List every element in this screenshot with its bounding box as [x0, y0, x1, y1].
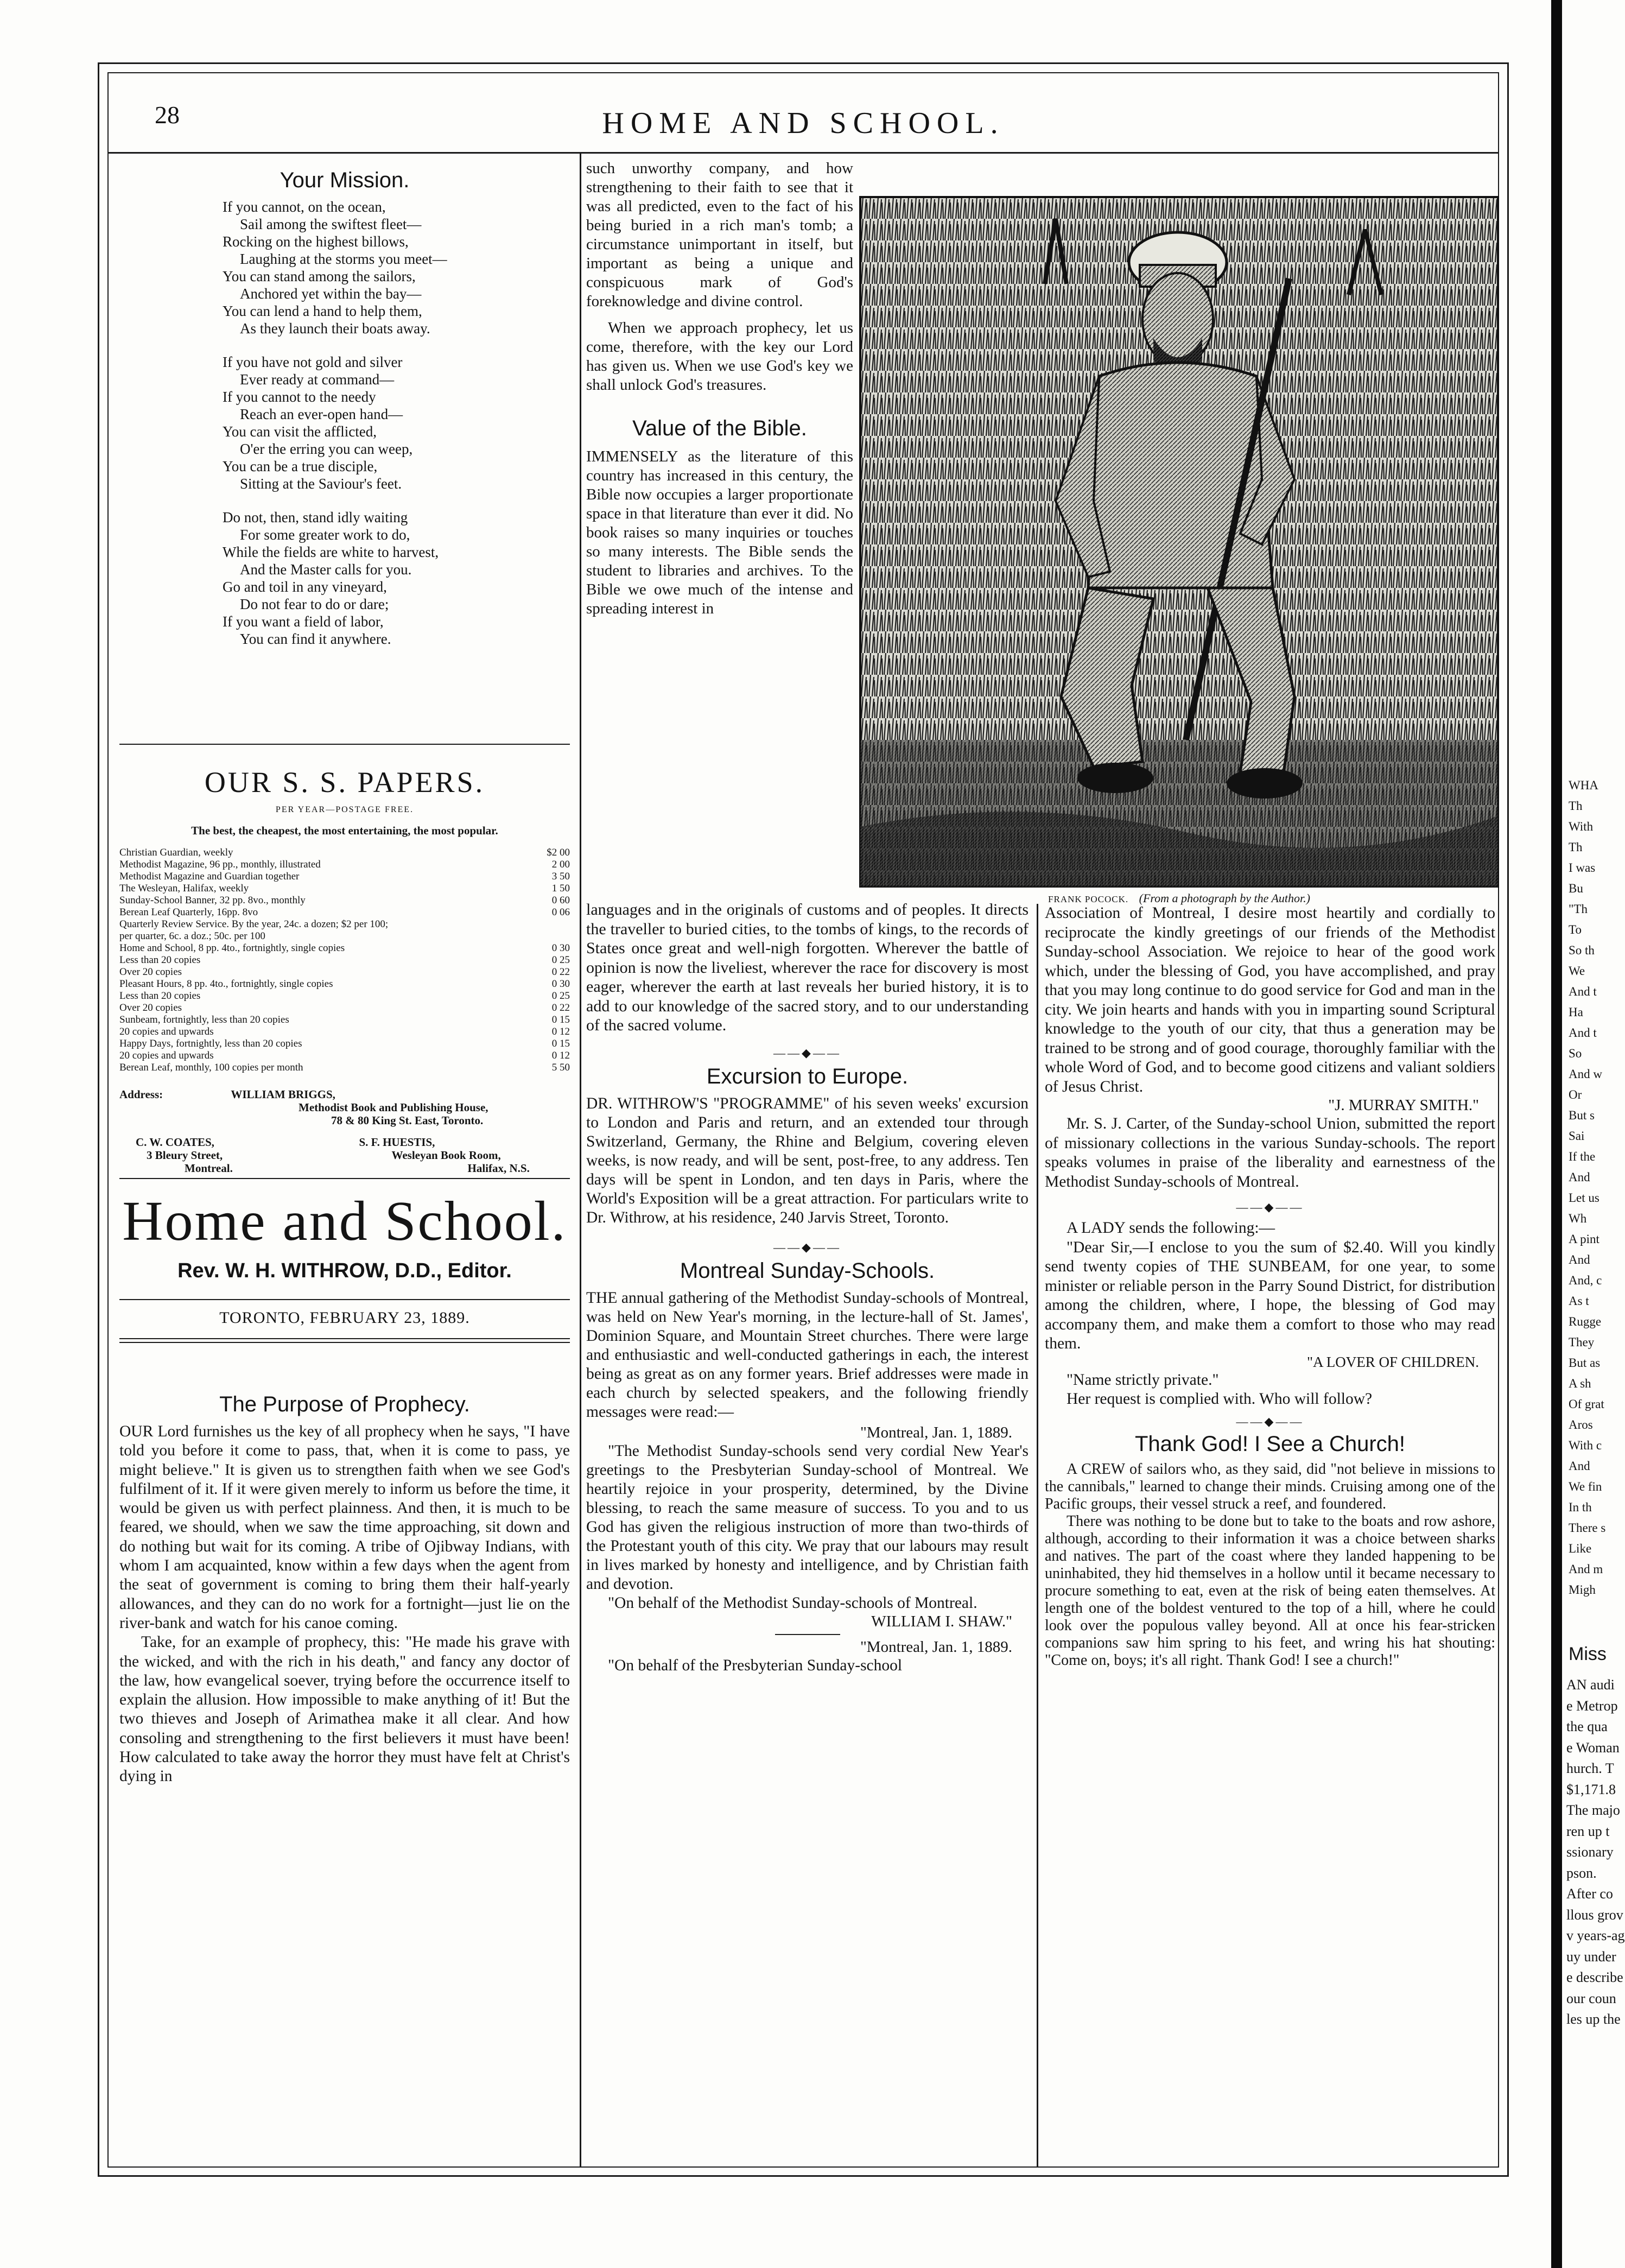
price-item-name: Christian Guardian, weekly	[119, 847, 233, 858]
price-row	[119, 1014, 570, 1026]
edge-line: e describe	[1566, 1969, 1623, 1985]
price-item-price: 0 15	[551, 1038, 570, 1049]
price-item-price: 0 15	[551, 1014, 570, 1025]
edge-line: WHA	[1569, 778, 1598, 792]
price-item-name: Methodist Magazine and Guardian together	[119, 871, 300, 882]
price-list	[119, 847, 570, 1074]
poem-line: And the Master calls for you.	[240, 561, 412, 578]
section-rule	[119, 1178, 570, 1179]
price-item-name: Over 20 copies	[119, 966, 182, 978]
agent-line: Wesleyan Book Room,	[391, 1149, 501, 1162]
edge-line: To	[1569, 923, 1582, 936]
signature: WILLIAM I. SHAW."	[871, 1612, 1012, 1630]
price-row	[119, 978, 570, 990]
price-item-name: Pleasant Hours, 8 pp. 4to., fortnightly, single copies	[119, 978, 333, 990]
price-item-name: Sunbeam, fortnightly, less than 20 copies	[119, 1014, 289, 1025]
poem-line: You can visit the afflicted,	[223, 423, 377, 440]
lady-paragraph: "Name strictly private."	[1067, 1371, 1219, 1389]
poem-line: Do not fear to do or dare;	[240, 596, 389, 612]
letter-date: "Montreal, Jan. 1, 1889.	[860, 1638, 1012, 1656]
issue-date: TORONTO, FEBRUARY 23, 1889.	[219, 1309, 470, 1327]
edge-line: Aros	[1569, 1418, 1593, 1431]
page-number: 28	[155, 101, 180, 129]
edge-line: After co	[1566, 1886, 1613, 1902]
agent-montreal	[119, 1136, 327, 1175]
price-row	[119, 1002, 570, 1014]
montreal-paragraph: "The Methodist Sunday-schools send very cordial New Year's greetings to the Presbyterian Sunday-school of Montreal. We heartily rejoice in your prosperity, determined, by the Divine blessing, to reach the same measure of success. To you and to us God has given the religious instruction of more than two-thirds of the Protestant youth of this city. We pray that our labours may result in lives marked by honesty and intelligence, and by Christian faith and devotion.	[586, 1442, 1029, 1593]
ornament-divider: ——◆——	[1236, 1200, 1304, 1214]
edge-line: And	[1569, 1253, 1590, 1266]
edge-heading: Miss	[1569, 1644, 1607, 1664]
purpose-paragraph: Take, for an example of prophecy, this: "He made his grave with the wicked, and with the rich in his death," and fancy any doctor of the law, how evangelical soever, trying before the occurrence itself to explain the allusion. How impossible to make anything of it! But the two thieves and Joseph of Arimathea make it all clear. And how consoling and strengthening to the first believers it must have been! How calculated to take away the horror they must have felt at Christ's dying in	[119, 1633, 570, 1785]
price-item-price: 0 12	[551, 1026, 570, 1037]
rule	[119, 1342, 570, 1343]
edge-line: They	[1569, 1335, 1595, 1349]
price-item-name: per quarter, 6c. a doz.; 50c. per 100	[119, 930, 265, 942]
price-item-price: 0 30	[551, 942, 570, 954]
edge-line: If the	[1569, 1150, 1596, 1163]
price-row	[119, 883, 570, 895]
lady-paragraph: "Dear Sir,—I enclose to you the sum of $2.40. Will you kindly send twenty copies of THE SUNBEAM, for one year, to some minister or reliable person in the Parry Sound District, for distribution among the children, where, I hope, the blessing of God may accompany them, and make them a comfort to those who may read them.	[1045, 1238, 1495, 1352]
montreal-title: Montreal Sunday-Schools.	[680, 1258, 935, 1283]
price-row	[119, 990, 570, 1002]
price-row	[119, 847, 570, 859]
edge-line: Let us	[1569, 1191, 1599, 1205]
poem-line: You can find it anywhere.	[240, 631, 391, 647]
ss-papers-title: OUR S. S. PAPERS.	[204, 766, 485, 799]
edge-line: With	[1569, 820, 1594, 833]
price-item-name: Berean Leaf, monthly, 100 copies per month	[119, 1062, 303, 1073]
edge-line: We fin	[1569, 1480, 1602, 1493]
paper-title: Home and School.	[122, 1190, 567, 1252]
excursion-title: Excursion to Europe.	[706, 1064, 909, 1088]
edge-line: But s	[1569, 1108, 1595, 1122]
price-item-price: 0 22	[551, 966, 570, 978]
rule	[119, 1299, 570, 1300]
address-label: Address:	[119, 1088, 163, 1101]
address-line-1: Methodist Book and Publishing House,	[299, 1101, 488, 1114]
price-item-name: Quarterly Review Service. By the year, 24c. a dozen; $2 per 100;	[119, 918, 389, 930]
column-divider-2	[1037, 904, 1038, 2168]
agent-line: Halifax, N.S.	[467, 1162, 530, 1175]
poem-line: You can stand among the sailors,	[223, 268, 416, 284]
edge-line: the qua	[1566, 1719, 1608, 1734]
caption-name: FRANK POCOCK.	[1048, 894, 1129, 904]
edge-line: And	[1569, 1459, 1590, 1473]
price-item-price: 0 12	[551, 1050, 570, 1061]
price-item-name: Methodist Magazine, 96 pp., monthly, illustrated	[119, 859, 321, 870]
price-item-price: 0 60	[551, 895, 570, 906]
ss-papers-subtitle: PER YEAR—POSTAGE FREE.	[275, 805, 414, 814]
edge-line: So th	[1569, 943, 1595, 957]
edge-line: And t	[1569, 985, 1597, 998]
price-item-price: 3 50	[551, 871, 570, 882]
edge-line: ren up t	[1566, 1823, 1610, 1839]
edge-line: e Woman	[1566, 1739, 1620, 1756]
price-row	[119, 1062, 570, 1074]
edge-line: our coun	[1566, 1990, 1616, 2006]
value-bible-paragraph: IMMENSELY as the literature of this country has increased in this century, the Bible now occupies a larger proportionate space in that literature than ever it did. No book raises so many inquiries or touches so many interests. The Bible sends the student to libraries and archives. To the Bible we owe much of the intense and spreading interest in	[586, 448, 853, 617]
price-row	[119, 907, 570, 918]
price-item-name: Sunday-School Banner, 32 pp. 8vo., monthly	[119, 895, 306, 906]
price-row	[119, 1050, 570, 1062]
montreal-paragraph: "On behalf of the Methodist Sunday-schools of Montreal.	[608, 1594, 977, 1612]
montreal-paragraph: Association of Montreal, I desire most heartily and cordially to reciprocate the kindly greetings of our friends of the Methodist Sunday-school Association. We rejoice to hear of the good work which, under the blessing of God, you have accomplished, and pray that you may long continue to do good service for God and man in the city. We join hearts and hands with you in imparting sound Scriptural knowledge to the youth of our city, that thus a generation may be trained to be strong and of good courage, thoroughly familiar with the whole Word of God, and to become good citizens and valiant soldiers of Jesus Christ.	[1045, 904, 1495, 1095]
edge-line: As t	[1569, 1294, 1589, 1308]
excursion-paragraph: DR. WITHROW'S "PROGRAMME" of his seven weeks' excursion to London and Paris and return, and an extended tour through Switzerland, Germany, the Rhine and Belgium, covering eleven weeks, is now ready, and will be sent, post-free, to any address. Ten days will be spent in London, and ten days in Paris, where the World's Exposition will be a great attraction. For particulars write to Dr. Withrow, at his residence, 240 Jarvis Street, Toronto.	[586, 1094, 1029, 1226]
edge-line: les up the	[1566, 2011, 1621, 2027]
edge-line: The majo	[1566, 1802, 1620, 1818]
edge-line: I was	[1569, 861, 1596, 875]
poem-line: You can be a true disciple,	[223, 458, 378, 474]
montreal-paragraph: "On behalf of the Presbyterian Sunday-school	[608, 1656, 903, 1674]
edge-line: uy under	[1566, 1948, 1616, 1965]
edge-line: And t	[1569, 1026, 1597, 1040]
agents	[119, 1136, 570, 1175]
ornament-divider: ——◆——	[1236, 1414, 1304, 1428]
edge-line: e Metrop	[1566, 1697, 1618, 1714]
edge-line: Th	[1569, 799, 1583, 813]
edge-line: v years-ag	[1566, 1928, 1625, 1943]
lady-paragraph: A LADY sends the following:—	[1067, 1219, 1275, 1237]
price-row	[119, 930, 570, 942]
agent-line: C. W. COATES,	[136, 1136, 214, 1149]
edge-line: Bu	[1569, 882, 1583, 895]
price-item-price: $2 00	[547, 847, 570, 858]
edge-line: $1,171.8	[1566, 1781, 1616, 1797]
price-item-name: 20 copies and upwards	[119, 1050, 214, 1061]
edge-line: And, c	[1569, 1274, 1602, 1287]
edge-line: So	[1569, 1047, 1582, 1060]
edge-line: And m	[1569, 1562, 1603, 1576]
address-block	[119, 1088, 570, 1101]
price-row	[119, 859, 570, 871]
poem-line: Ever ready at command—	[240, 371, 395, 388]
ornament-divider: ——◆——	[773, 1240, 841, 1254]
poem-line: If you want a field of labor,	[223, 613, 384, 630]
thank-god-title: Thank God! I See a Church!	[1134, 1431, 1406, 1456]
edge-line: And w	[1569, 1067, 1602, 1081]
poem-line: If you cannot, on the ocean,	[223, 199, 386, 215]
your-mission-title: Your Mission.	[280, 168, 410, 192]
poem-line: O'er the erring you can weep,	[240, 441, 413, 457]
poem-line: Rocking on the highest billows,	[223, 233, 409, 250]
edge-line: ssionary	[1566, 1844, 1614, 1860]
edge-line: And	[1569, 1170, 1590, 1184]
edge-line: There s	[1569, 1521, 1606, 1535]
edge-line: Of grat	[1569, 1397, 1604, 1411]
edge-line: pson.	[1566, 1865, 1597, 1881]
poem-line: For some greater work to do,	[240, 527, 410, 543]
ss-papers-ad	[119, 765, 570, 1175]
poem-line: Reach an ever-open hand—	[240, 406, 403, 422]
price-row	[119, 1026, 570, 1038]
price-item-price: 0 25	[551, 954, 570, 966]
purpose-paragraph: When we approach prophecy, let us come, therefore, with the key our Lord has given us. When we use God's key we shall unlock God's treasures.	[586, 319, 853, 394]
price-row	[119, 966, 570, 978]
price-item-name: Happy Days, fortnightly, less than 20 copies	[119, 1038, 302, 1049]
edge-line: Ha	[1569, 1005, 1583, 1019]
caption-note: (From a photograph by the Author.)	[1139, 891, 1310, 905]
edge-line: Th	[1569, 840, 1583, 854]
edge-line: In th	[1569, 1500, 1592, 1514]
edge-line: Rugge	[1569, 1315, 1602, 1328]
frank-pocock-illustration	[860, 197, 1498, 886]
section-rule	[119, 744, 570, 745]
signature: "J. MURRAY SMITH."	[1328, 1097, 1479, 1114]
agent-line: Montreal.	[185, 1162, 233, 1175]
price-item-name: Berean Leaf Quarterly, 16pp. 8vo	[119, 907, 258, 918]
price-item-price: 0 22	[551, 1002, 570, 1013]
price-item-price: 2 00	[551, 859, 570, 870]
montreal-paragraph: THE annual gathering of the Methodist Sunday-schools of Montreal, was held on New Year's morning, in the lecture-hall of St. James', Dominion Square, and Mountain Street churches. There were large and enthusiastic and well-conducted gatherings in each, the interest being as great as on any former years. Brief addresses were made in each church by selected speakers, and the following friendly messages were read:—	[586, 1289, 1029, 1421]
price-row	[119, 954, 570, 966]
price-item-price: 5 50	[551, 1062, 570, 1073]
column-1	[119, 168, 570, 648]
poem-line: Do not, then, stand idly waiting	[223, 509, 408, 525]
edge-line: Or	[1569, 1088, 1582, 1101]
edge-line: With c	[1569, 1439, 1602, 1452]
price-item-name: The Wesleyan, Halifax, weekly	[119, 883, 249, 894]
agent-line: S. F. HUESTIS,	[359, 1136, 435, 1149]
edge-line: AN audi	[1566, 1677, 1615, 1693]
edge-line: Migh	[1569, 1583, 1596, 1597]
thank-god-paragraph: A CREW of sailors who, as they said, did "not believe in missions to the cannibals," learned to change their minds. Cruising among one of the Pacific groups, their vessel struck a reef, and foundered.	[1045, 1460, 1495, 1512]
signature: "A LOVER OF CHILDREN.	[1306, 1353, 1479, 1370]
price-row	[119, 895, 570, 907]
price-item-name: Less than 20 copies	[119, 990, 201, 1002]
price-item-name: Less than 20 copies	[119, 954, 201, 966]
price-item-price: 1 50	[551, 883, 570, 894]
address-line-2: 78 & 80 King St. East, Toronto.	[331, 1114, 484, 1127]
poem-line: Sail among the swiftest fleet—	[240, 216, 422, 232]
edge-line: Like	[1569, 1542, 1592, 1555]
purpose-title: The Purpose of Prophecy.	[219, 1392, 470, 1416]
purpose-article	[119, 1392, 570, 1786]
montreal-paragraph: Mr. S. J. Carter, of the Sunday-school Union, submitted the report of missionary collections in the various Sunday-schools. The report speaks volumes in praise of the liberality and earnestness of the Methodist Sunday-schools of Montreal.	[1045, 1115, 1495, 1190]
edge-line: We	[1569, 964, 1585, 978]
poem-line: You can lend a hand to help them,	[223, 303, 422, 319]
purpose-paragraph: OUR Lord furnishes us the key of all prophecy when he says, "I have told you before it come to pass, that, when it is come to pass, ye might believe." It is given us to strengthen faith when we see God's fulfilment of it. If it were given merely to inform us before the time, it would be given us with perfect plainness. And then, it is much to be feared, we should, when we saw the time approaching, sit down and do nothing but wait for its coming. A tribe of Ojibway Indians, with whom I am acquainted, know within a few days when the agent from the seat of government is coming to bring them their half-yearly allowances, and they can do no work for a fortnight—just lie on the river-bank and watch for his canoe coming.	[119, 1423, 570, 1632]
edge-text-upper	[1569, 775, 1605, 1600]
lady-paragraph: Her request is complied with. Who will follow?	[1067, 1390, 1373, 1408]
edge-line: "Th	[1569, 902, 1588, 916]
agent-halifax	[327, 1136, 570, 1175]
adjoining-page-fragment	[1524, 0, 1625, 2268]
column-2-lower	[586, 900, 1029, 1675]
edge-line: A sh	[1569, 1377, 1591, 1390]
poem-line: Anchored yet within the bay—	[240, 286, 422, 302]
ss-papers-tagline: The best, the cheapest, the most entertaining, the most popular.	[191, 824, 498, 837]
edge-line: But as	[1569, 1356, 1601, 1370]
poem-line: Laughing at the storms you meet—	[240, 251, 447, 267]
price-item-name: 20 copies and upwards	[119, 1026, 214, 1037]
value-bible-paragraph: languages and in the originals of customs and of peoples. It directs the traveller to buried cities, to the tombs of kings, to the records of States once great and well-nigh forgotten. Wherever the battle of opinion is now the liveliest, wherever the race for discovery is most eager, wherever the earth at last reveals her buried history, it is to add to our knowledge of the sacred story, and to our understanding of the sacred volume.	[586, 901, 1029, 1034]
your-mission-poem	[223, 198, 570, 648]
price-row	[119, 1038, 570, 1050]
engraving-image	[860, 197, 1498, 886]
edge-line: llous grov	[1566, 1906, 1623, 1923]
agent-line: 3 Bleury Street,	[147, 1149, 223, 1162]
column-divider-1	[580, 154, 581, 2168]
editor-line: Rev. W. H. WITHROW, D.D., Editor.	[177, 1259, 512, 1282]
column-2-upper	[586, 159, 853, 618]
price-item-name: Home and School, 8 pp. 4to., fortnightly, single copies	[119, 942, 345, 954]
poem-line: While the fields are white to harvest,	[223, 544, 439, 560]
purpose-paragraph: such unworthy company, and how strengthening to their faith to see that it was all predicted, even to the fact of his being buried in a rich man's tomb; a circumstance unimportant in itself, but important as being a unique and conspicuous mark of God's foreknowledge and divine control.	[586, 160, 853, 310]
short-rule	[775, 1634, 840, 1635]
thank-god-paragraph: There was nothing to be done but to take to the boats and row ashore, although, according to their information it was a choice between sharks and natives. The part of the coast where they landed happening to be uninhabited, they hid themselves in a hollow until it became necessary to procure something to eat, even at the risk of being eaten themselves. At length one of the boldest ventured to the top of a hill, where he could look over the populous valley beyond. All at once his fear-stricken companions saw him spring to his feet, and wring his hat shouting: "Come on, boys; it's all right. Thank God! I see a church!"	[1045, 1512, 1495, 1669]
masthead: HOME AND SCHOOL.	[602, 106, 1005, 140]
rule	[119, 1338, 570, 1339]
edge-line: Sai	[1569, 1129, 1585, 1143]
value-bible-title: Value of the Bible.	[632, 416, 807, 440]
price-item-price: 0 25	[551, 990, 570, 1002]
poem-line: Go and toil in any vineyard,	[223, 579, 387, 595]
address-name: WILLIAM BRIGGS,	[231, 1088, 335, 1101]
column-3-lower	[1045, 904, 1495, 1669]
price-item-price: 0 06	[551, 907, 570, 918]
price-row	[119, 871, 570, 883]
edge-text-lower	[1566, 1675, 1625, 2030]
newspaper-page	[98, 62, 1509, 2177]
ornament-divider: ——◆——	[773, 1046, 841, 1060]
edge-line: A pint	[1569, 1232, 1599, 1246]
masthead-rule	[107, 152, 1499, 154]
price-row	[119, 942, 570, 954]
poem-line: If you cannot to the needy	[223, 389, 376, 405]
price-item-price	[532, 918, 570, 930]
price-item-price: 0 30	[551, 978, 570, 990]
poem-line: As they launch their boats away.	[240, 320, 430, 337]
edge-line: hurch. T	[1566, 1760, 1614, 1776]
letter-date: "Montreal, Jan. 1, 1889.	[860, 1423, 1012, 1441]
poem-line: Sitting at the Saviour's feet.	[240, 476, 402, 492]
price-item-name: Over 20 copies	[119, 1002, 182, 1013]
price-row	[119, 918, 570, 930]
edge-line: Wh	[1569, 1212, 1587, 1225]
poem-line: If you have not gold and silver	[223, 354, 403, 370]
price-item-price	[532, 930, 570, 942]
paper-header	[119, 1189, 570, 1343]
